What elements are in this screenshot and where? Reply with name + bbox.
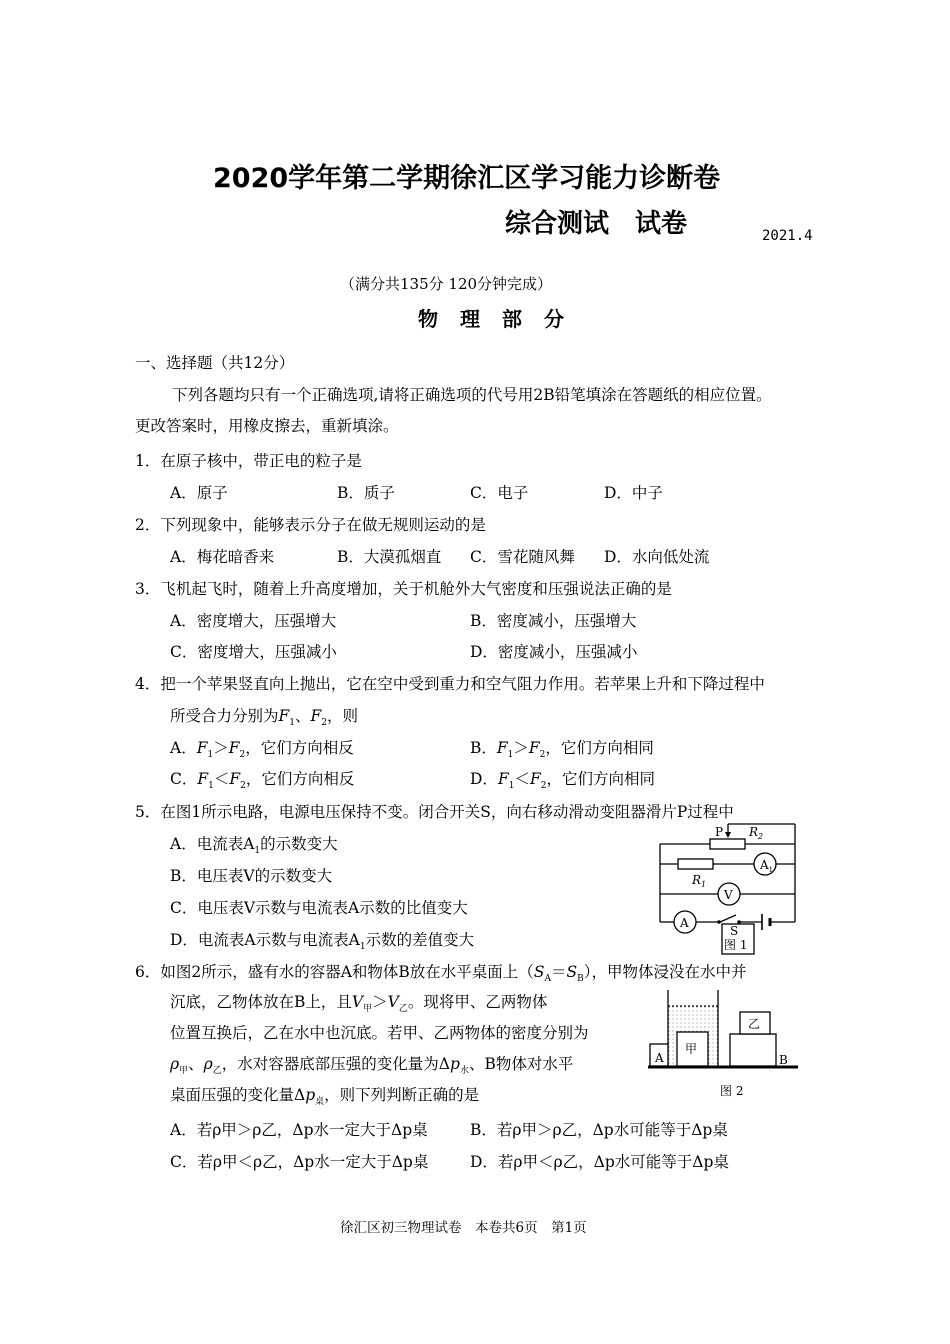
- q2-option-c: C．雪花随风舞: [470, 548, 575, 566]
- score-note: （满分共135分 120分钟完成）: [340, 275, 553, 293]
- q6-stem-line1: 6．如图2所示，盛有水的容器A和物体B放在水平桌面上$(S_A=S_B)$，甲物体浸没在水中并: [135, 963, 747, 985]
- q1-option-a: A．原子: [170, 484, 228, 502]
- object-b: [730, 1034, 776, 1066]
- fig1-label-s: S: [730, 924, 739, 938]
- q4-stem-line2: 所受合力分别为$F_1$、$F_2$，则: [170, 707, 359, 729]
- q6-option-a: A．若ρ甲＞ρ乙，Δp水一定大于Δp桌: [170, 1121, 428, 1139]
- fig1-label-v: V: [724, 888, 733, 902]
- fig2-caption: 图 2: [720, 1084, 744, 1098]
- fig1-label-r2: R: [749, 825, 759, 839]
- q4-stem-line1: 4．把一个苹果竖直向上抛出，它在空中受到重力和空气阻力作用。若苹果上升和下降过程中: [135, 675, 765, 693]
- q6-option-c: C．若ρ甲＜ρ乙，Δp水一定大于Δp桌: [170, 1153, 429, 1171]
- instruction-line1: 下列各题均只有一个正确选项,请将正确选项的代号用2B铅笔填涂在答题纸的相应位置。: [172, 386, 772, 404]
- page-footer: 徐汇区初三物理试卷 本卷共6页 第1页: [340, 1220, 587, 1236]
- svg-text:A1: $A_1$: [760, 858, 774, 874]
- q3-option-a: A．密度增大，压强增大: [170, 612, 337, 630]
- q3-option-d: D．密度减小，压强减小: [470, 643, 638, 661]
- figure-1-circuit: [650, 822, 800, 956]
- svg-text:R2: $R_2$: [749, 825, 764, 841]
- exam-title: 2020学年第二学期徐汇区学习能力诊断卷: [213, 163, 721, 194]
- fig2-label-jia: 甲: [685, 1042, 698, 1056]
- q5-option-a: A．电流表$A_1$的示数变大: [170, 835, 338, 857]
- q6-stem-line4: $\rho_甲$、$\rho_乙$，水对容器底部压强的变化量为$\Delta p_水$、B物体对水平: [170, 1055, 574, 1077]
- svg-text:R1: $R_1$: [692, 873, 707, 889]
- resistor-r1: [678, 859, 713, 869]
- q6-stem-line5: 桌面压强的变化量$\Delta p_桌$，则下列判断正确的是: [170, 1086, 480, 1108]
- q6-option-b: B．若ρ甲＞ρ乙，Δp水可能等于Δp桌: [470, 1121, 728, 1139]
- part1-heading: 一、选择题（共12分）: [135, 354, 295, 372]
- fig2-label-b: B: [779, 1053, 788, 1067]
- q6-stem-line2: 沉底，乙物体放在B上，且$V_甲>V_乙$。现将甲、乙两物体: [170, 993, 548, 1015]
- q3-option-c: C．密度增大，压强减小: [170, 643, 337, 661]
- fig2-label-yi: 乙: [748, 1017, 761, 1031]
- fig2-label-a: A: [655, 1051, 664, 1065]
- instruction-line2: 更改答案时，用橡皮擦去，重新填涂。: [135, 417, 399, 435]
- q2-option-d: D．水向低处流: [604, 548, 710, 566]
- q5-stem: 5．在图1所示电路，电源电压保持不变。闭合开关S，向右移动滑动变阻器滑片P过程中: [135, 803, 734, 821]
- q3-option-b: B．密度减小，压强增大: [470, 612, 637, 630]
- q1-stem: 1．在原子核中，带正电的粒子是: [135, 452, 362, 470]
- q2-stem: 2．下列现象中，能够表示分子在做无规则运动的是: [135, 516, 486, 534]
- q5-option-c: C．电压表V示数与电流表A示数的比值变大: [170, 899, 468, 917]
- q3-stem: 3．飞机起飞时，随着上升高度增加，关于机舱外大气密度和压强说法正确的是: [135, 580, 672, 598]
- fig1-label-a1: A: [760, 858, 769, 872]
- fig1-label-r1: R: [692, 873, 702, 887]
- q1-option-d: D．中子: [604, 484, 663, 502]
- q4-option-c: C．$F_1<F_2$，它们方向相反: [170, 770, 355, 792]
- q5-option-b: B．电压表V的示数变大: [170, 867, 333, 885]
- q5-option-d: D．电流表A示数与电流表$A_1$示数的差值变大: [170, 931, 475, 953]
- q2-option-a: A．梅花暗香来: [170, 548, 275, 566]
- q2-option-b: B．大漠孤烟直: [337, 548, 442, 566]
- q4-option-d: D．$F_1<F_2$，它们方向相同: [470, 770, 655, 792]
- section-title: 物理部分: [418, 307, 586, 331]
- q4-option-b: B．$F_1>F_2$，它们方向相同: [470, 739, 654, 761]
- q4-option-a: A．$F_1>F_2$，它们方向相反: [170, 739, 354, 761]
- fig1-caption: 图 1: [724, 938, 748, 952]
- q6-option-d: D．若ρ甲＜ρ乙，Δp水可能等于Δp桌: [470, 1153, 729, 1171]
- exam-date: 2021.4: [762, 228, 813, 244]
- q1-option-b: B．质子: [337, 484, 395, 502]
- fig1-label-p: P: [715, 825, 724, 839]
- resistor-r2: [710, 839, 745, 849]
- exam-subtitle: 综合测试 试卷: [505, 209, 688, 239]
- q1-option-c: C．电子: [470, 484, 529, 502]
- figure-2-containers: [648, 990, 800, 1100]
- fig1-label-a: A: [680, 916, 689, 930]
- q6-stem-line3: 位置互换后，乙在水中也沉底。若甲、乙两物体的密度分别为: [170, 1024, 589, 1042]
